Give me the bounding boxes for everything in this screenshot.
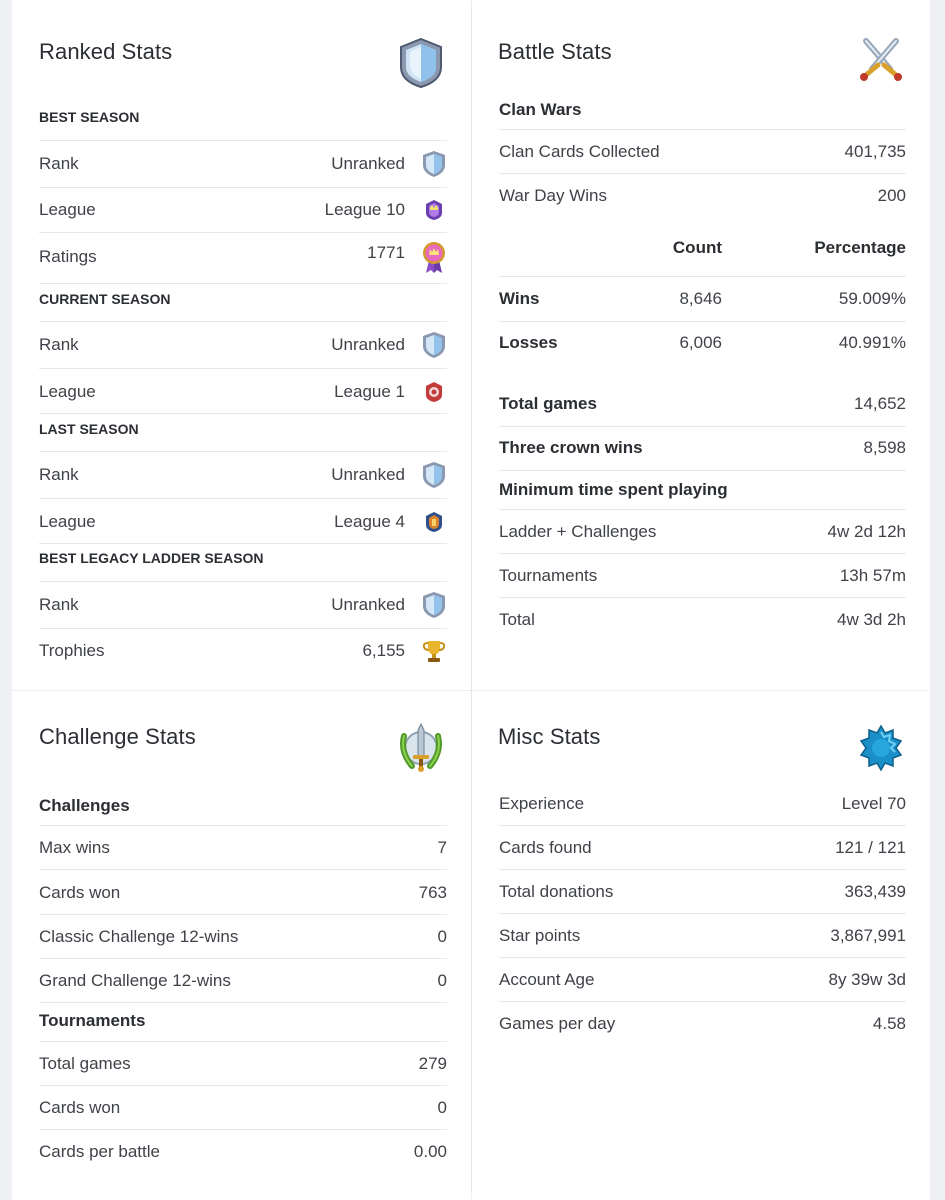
account-age-value: 8y 39w 3d [828,970,906,989]
divider [499,869,906,870]
rank-value: Unranked [331,335,405,354]
divider [39,283,447,284]
grand-challenge-row [39,961,447,1001]
league-label: League [39,382,96,401]
unranked-shield-icon [421,330,447,360]
classic-challenge-value: 0 [437,927,447,946]
divider [499,597,906,598]
war-day-wins-label: War Day Wins [499,186,607,205]
total-games-label: Total games [499,394,597,413]
best-season-rank-row [39,144,447,184]
best-legacy-heading: BEST LEGACY LADDER SEASON [39,550,264,566]
divider [499,321,906,322]
rank-label: Rank [39,154,79,173]
blue-star-badge-icon [858,722,904,774]
battle-table-header [499,228,906,268]
divider [39,869,447,870]
last-season-league-row [39,502,447,542]
wins-label: Wins [499,289,540,308]
league-value: League 10 [324,200,405,219]
rank-value: Unranked [331,595,405,614]
losses-count: 6,006 [679,333,722,352]
best-legacy-trophies-row [39,631,447,671]
three-crown-label: Three crown wins [499,438,643,457]
divider [499,825,906,826]
games-per-day-label: Games per day [499,1014,616,1033]
divider [499,173,906,174]
misc-stats-title: Misc Stats [498,724,601,749]
divider [39,1041,447,1042]
total-games-value: 14,652 [854,394,906,413]
laurel-sword-icon [398,722,444,774]
cards-found-value: 121 / 121 [835,838,906,857]
divider [39,581,447,582]
cards-won-label: Cards won [39,883,121,902]
grand-challenge-label: Grand Challenge 12-wins [39,971,231,990]
divider [39,1129,447,1130]
tournament-cards-won-value: 0 [437,1098,447,1117]
cards-per-battle-row [39,1132,447,1172]
max-wins-label: Max wins [39,838,110,857]
rank-value: Unranked [331,154,405,173]
divider [499,957,906,958]
three-crown-row [499,428,906,468]
experience-label: Experience [499,794,585,813]
unranked-shield-icon [421,149,447,179]
percentage-column-header: Percentage [814,238,906,257]
ladder-challenges-value: 4w 2d 12h [827,522,906,541]
ratings-value: 1771 [367,243,405,262]
grand-challenge-value: 0 [437,971,447,990]
trophies-value: 6,155 [362,641,405,660]
classic-challenge-label: Classic Challenge 12-wins [39,927,239,946]
clan-cards-row [499,132,906,172]
battle-stats-title: Battle Stats [498,39,612,64]
star-points-row [499,916,906,956]
losses-row [499,323,906,363]
divider [39,498,447,499]
challenge-cards-won-row [39,873,447,913]
divider [39,232,447,233]
divider [499,509,906,510]
rank-label: Rank [39,595,79,614]
ladder-challenges-label: Ladder + Challenges [499,522,657,541]
total-donations-label: Total donations [499,882,614,901]
divider [499,426,906,427]
ratings-label: Ratings [39,247,97,266]
divider [39,628,447,629]
games-per-day-row [499,1004,906,1044]
current-season-rank-row [39,325,447,365]
rank-label: Rank [39,465,79,484]
tournament-total-games-row [39,1044,447,1084]
best-season-league-row [39,190,447,230]
league-label: League [39,512,96,531]
account-age-label: Account Age [499,970,595,989]
cards-per-battle-value: 0.00 [413,1142,447,1161]
total-donations-value: 363,439 [844,882,906,901]
rank-value: Unranked [331,465,405,484]
losses-percentage: 40.991% [838,333,906,352]
divider [499,470,906,471]
divider [39,451,447,452]
experience-row [499,784,906,824]
three-crown-value: 8,598 [863,438,906,457]
total-time-value: 4w 3d 2h [837,610,906,629]
challenge-stats-title: Challenge Stats [39,724,196,749]
last-season-heading: LAST SEASON [39,421,139,437]
losses-label: Losses [499,333,558,352]
league-value: League 1 [334,382,405,401]
rank-label: Rank [39,335,79,354]
star-points-value: 3,867,991 [830,926,906,945]
max-wins-value: 7 [437,838,447,857]
divider [39,368,447,369]
tournament-total-games-label: Total games [39,1054,131,1073]
challenges-heading: Challenges [39,796,130,815]
divider [499,1001,906,1002]
divider [39,958,447,959]
gold-trophy-icon [421,636,447,666]
unranked-shield-icon [421,590,447,620]
cards-found-row [499,828,906,868]
last-season-rank-row [39,455,447,495]
clan-cards-label: Clan Cards Collected [499,142,660,161]
tournament-cards-won-label: Cards won [39,1098,121,1117]
star-points-label: Star points [499,926,581,945]
wins-row [499,279,906,319]
league-value: League 4 [334,512,405,531]
unranked-shield-icon [421,460,447,490]
cards-won-value: 763 [418,883,447,902]
ranked-stats-panel [12,0,471,690]
divider [39,914,447,915]
clan-wars-heading: Clan Wars [499,100,582,119]
divider [499,276,906,277]
league-label: League [39,200,96,219]
clan-cards-value: 401,735 [844,142,906,161]
max-wins-row [39,828,447,868]
tournaments-time-value: 13h 57m [839,566,906,585]
divider [39,140,447,141]
ranked-stats-title: Ranked Stats [39,39,173,64]
blue-league-badge-icon [421,507,447,537]
divider [39,1085,447,1086]
divider [499,913,906,914]
current-season-league-row [39,372,447,412]
divider [39,321,447,322]
tournament-total-games-value: 279 [418,1054,447,1073]
total-time-label: Total [499,610,535,629]
divider [39,543,447,544]
battle-stats-panel [472,0,930,690]
tournaments-heading: Tournaments [39,1011,146,1030]
wins-percentage: 59.009% [838,289,906,308]
total-donations-row [499,872,906,912]
tournaments-time-row [499,556,906,596]
ladder-challenges-row [499,512,906,552]
wins-count: 8,646 [679,289,722,308]
challenge-stats-panel [12,691,471,1200]
war-day-wins-value: 200 [877,186,906,205]
ranked-shield-icon [398,37,444,89]
cards-found-label: Cards found [499,838,592,857]
divider [499,553,906,554]
best-season-ratings-row [39,237,447,277]
crossed-swords-icon [858,35,904,87]
ratings-medal-icon [421,242,447,272]
best-season-heading: BEST SEASON [39,109,140,125]
account-age-row [499,960,906,1000]
best-legacy-rank-row [39,585,447,625]
current-season-heading: CURRENT SEASON [39,291,171,307]
war-day-wins-row [499,176,906,216]
divider [39,413,447,414]
red-league-badge-icon [421,377,447,407]
divider [499,129,906,130]
purple-league-badge-icon [421,195,447,225]
games-per-day-value: 4.58 [872,1014,906,1033]
cards-per-battle-label: Cards per battle [39,1142,160,1161]
tournaments-time-label: Tournaments [499,566,598,585]
divider [39,187,447,188]
min-time-heading: Minimum time spent playing [499,480,728,499]
total-games-row [499,384,906,424]
tournament-cards-won-row [39,1088,447,1128]
divider [39,1002,447,1003]
total-time-row [499,600,906,640]
classic-challenge-row [39,917,447,957]
trophies-label: Trophies [39,641,105,660]
divider [39,825,447,826]
experience-value: Level 70 [841,794,906,813]
count-column-header: Count [672,238,722,257]
misc-stats-panel [472,691,930,1200]
